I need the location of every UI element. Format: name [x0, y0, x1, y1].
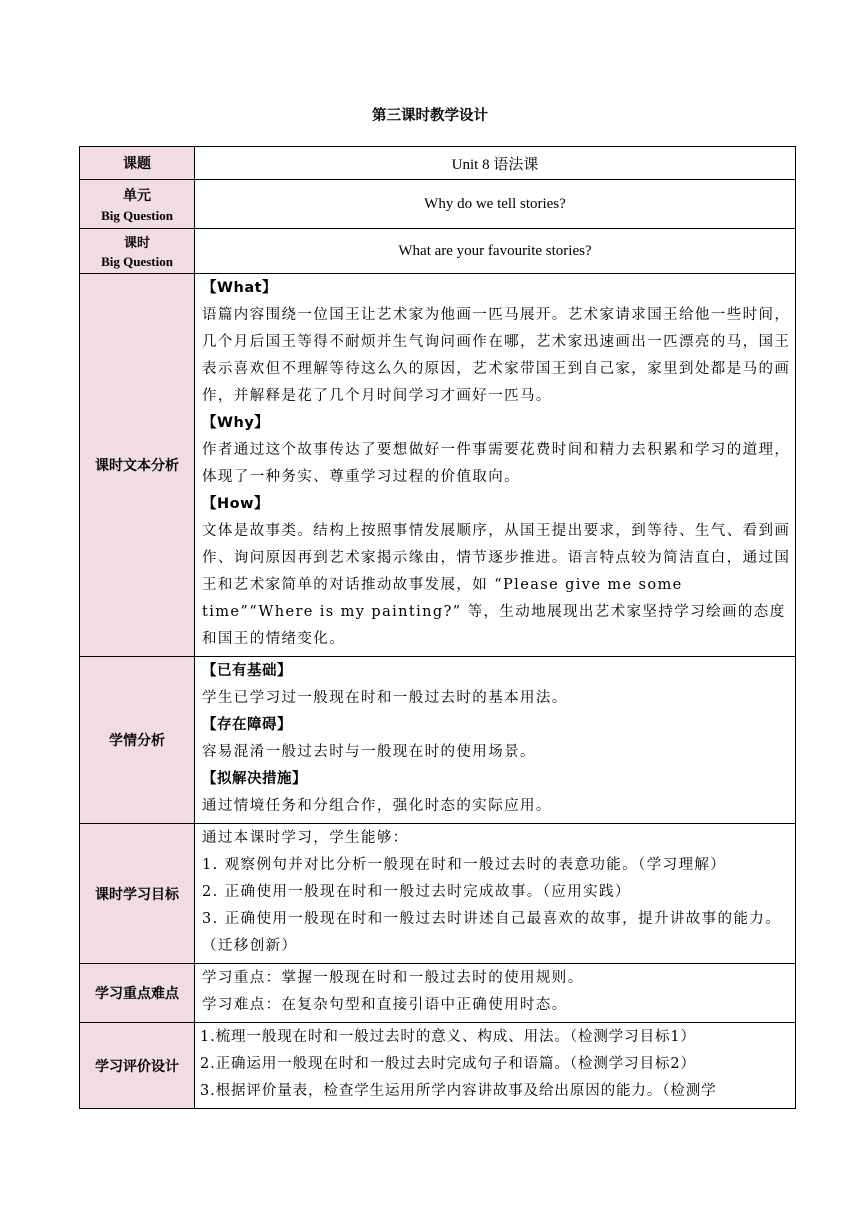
row-objectives	[80, 824, 796, 964]
key-point-text: 学习重点：掌握一般现在时和一般过去时的使用规则。	[202, 970, 584, 986]
unit-bq-label	[80, 180, 195, 229]
row-unit-big-question	[80, 180, 796, 229]
objective-item: 2. 正确使用一般现在时和一般过去时完成故事。（应用实践）	[202, 884, 631, 900]
difficult-point-text: 学习难点：在复杂句型和直接引语中正确使用时态。	[202, 997, 568, 1013]
lesson-bq-value: What are your favourite stories?	[195, 229, 796, 274]
document-title: 第三课时教学设计	[372, 108, 488, 124]
row-text-analysis	[80, 274, 796, 657]
evaluation-item: 2.正确运用一般现在时和一般过去时完成句子和语篇。（检测学习目标2）	[200, 1056, 696, 1072]
evaluation-item: 1.梳理一般现在时和一般过去时的意义、构成、用法。（检测学习目标1）	[200, 1029, 696, 1045]
row-evaluation	[80, 1023, 796, 1109]
how-text: 文体是故事类。结构上按照事情发展顺序，从国王提出要求，到等待、生气、看到画作、询问原因再到艺术家揭示缘由，情节逐步推进。语言特点较为简洁直白，通过国王和艺术家简单的对话推动故事发展，如 “Please give me some time”“Where is my painting?” 等，生动地展现出艺术家坚持学习绘画的态度和国王的情绪变化。	[202, 523, 791, 647]
objectives-intro: 通过本课时学习，学生能够：	[202, 830, 409, 846]
objective-item: 3. 正确使用一般现在时和一般过去时讲述自己最喜欢的故事，提升讲故事的能力。 （迁移创新）	[202, 911, 782, 954]
solution-heading: 【拟解决措施】	[202, 771, 307, 787]
unit-bq-label-en: Big Question	[101, 207, 173, 223]
row-learner-analysis	[80, 657, 796, 824]
evaluation-content	[195, 1023, 796, 1109]
why-text: 作者通过这个故事传达了要想做好一件事需要花费时间和精力去积累和学习的道理，体现了一种务实、尊重学习过程的价值取向。	[202, 442, 791, 485]
topic-label: 课题	[80, 147, 195, 180]
objective-item: 1. 观察例句并对比分析一般现在时和一般过去时的表意功能。（学习理解）	[202, 857, 727, 873]
unit-bq-value: Why do we tell stories?	[195, 180, 796, 229]
evaluation-item: 3.根据评价量表，检查学生运用所学内容讲故事及给出原因的能力。（检测学	[200, 1083, 717, 1099]
what-text: 语篇内容围绕一位国王让艺术家为他画一匹马展开。艺术家请求国王给他一些时间，几个月后国王等得不耐烦并生气询问画作在哪，艺术家迅速画出一匹漂亮的马，国王表示喜欢但不理解等待这么久的原因，艺术家带国王到自己家，家里到处都是马的画作，并解释是花了几个月时间学习才画好一匹马。	[202, 307, 791, 404]
text-analysis-label: 课时文本分析	[80, 274, 195, 657]
key-points-content	[195, 964, 796, 1023]
row-topic	[80, 147, 796, 180]
key-points-label: 学习重点难点	[80, 964, 195, 1023]
basis-text: 学生已学习过一般现在时和一般过去时的基本用法。	[202, 690, 568, 706]
lesson-bq-label	[80, 229, 195, 274]
lesson-bq-label-en: Big Question	[101, 254, 173, 269]
what-heading: 【What】	[202, 280, 278, 296]
learner-analysis-label: 学情分析	[80, 657, 195, 824]
objectives-content	[195, 824, 796, 964]
text-analysis-content	[195, 274, 796, 657]
lesson-bq-label-cn: 课时	[123, 236, 150, 251]
why-heading: 【Why】	[202, 415, 270, 431]
row-key-points	[80, 964, 796, 1023]
row-lesson-big-question	[80, 229, 796, 274]
solution-text: 通过情境任务和分组合作，强化时态的实际应用。	[202, 798, 552, 814]
obstacle-text: 容易混淆一般过去时与一般现在时的使用场景。	[202, 744, 536, 760]
basis-heading: 【已有基础】	[202, 663, 292, 679]
objectives-label: 课时学习目标	[80, 824, 195, 964]
obstacle-heading: 【存在障碍】	[202, 717, 292, 733]
lesson-design-table	[79, 146, 796, 1109]
learner-analysis-content	[195, 657, 796, 824]
topic-value: Unit 8 语法课	[195, 147, 796, 180]
how-heading: 【How】	[202, 496, 269, 512]
unit-bq-label-cn: 单元	[123, 187, 151, 204]
evaluation-label: 学习评价设计	[80, 1023, 195, 1109]
